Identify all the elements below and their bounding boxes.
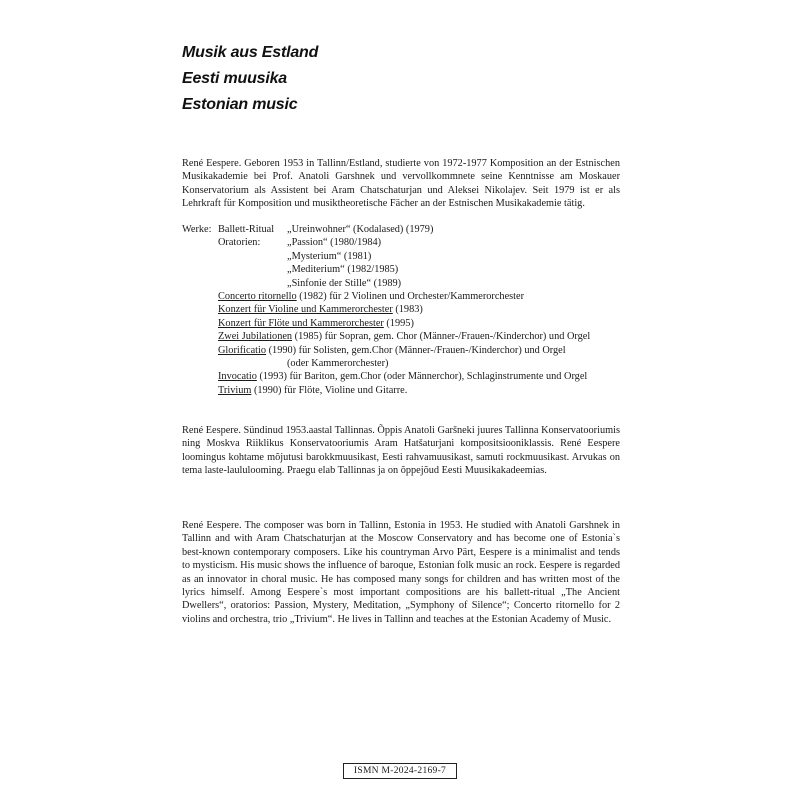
works-row-ballet [182, 223, 620, 236]
works-row [182, 370, 620, 383]
work-details: (1982) für 2 Violinen und Orchester/Kammerorchester [296, 290, 525, 302]
estonian-biography [182, 424, 620, 478]
works-row [182, 290, 620, 303]
work-title: Zwei Jubilationen [218, 331, 293, 343]
works-row-oratorio [182, 236, 620, 249]
german-biography [182, 157, 620, 211]
english-text: The composer was born in Tallinn, Estonia in 1953. He studied with Anatoli Garshnek in Tallinn and with Aram Chatschaturjan at the Moscow Conservatory and has become one of Estonia`s best-known contemporary composers. Like his countryman Arvo Pärt, Eespere is a minimalist and tends to mysticism. His music shows the influence of baroque, Estonian folk music an rock. Eespere is regarded as an innovator in choral music. He has composed many songs for children and has written most of the lyrics himself. Among Eespere`s most important compositions are his ballett-ritual „The Ancient Dwellers“, oratorios: Passion, Mystery, Meditation, „Symphony of Silence“; Concerto ritornello for 2 violins and orchestra, trio „Trivium“. He lives in Tallinn and teaches at the Estonian Academy of Music. [182, 520, 620, 625]
work-title: Concerto ritornello [218, 290, 297, 302]
oratorio-item: „Mediterium“ (1982/1985) [287, 264, 399, 276]
estonian-text: Sündinud 1953.aastal Tallinnas. Õppis Anatoli Garšneki juures Tallinna Konservatooriumis ning Moskva Riiklikus Konservatooriumis Aram Hatšaturjani kompositsiooniklassis. René Eespere loomingus kohtame mõjutusi barokkmuusikast, Eesti rahvamuusikast, samuti rockmuusikast. Arvukas on tema laste-laululooming. Praegu elab Tallinnas ja on õppejõud Eesti Muusikakadeemias. [182, 425, 621, 477]
oratorio-item: „Mysterium“ (1981) [287, 250, 372, 262]
works-row [182, 384, 620, 397]
oratorio-item: „Sinfonie der Stille“ (1989) [287, 277, 402, 289]
works-row-oratorio [182, 250, 620, 263]
work-details: (1995) [383, 317, 414, 329]
title-block [182, 40, 318, 118]
heading-english: Estonian music [182, 96, 298, 113]
heading-german: Musik aus Estland [182, 44, 319, 61]
works-row [182, 317, 620, 330]
work-title: Invocatio [218, 371, 257, 383]
works-list [182, 223, 620, 397]
work-details: (oder Kammerorchester) [287, 357, 389, 369]
work-details: (1983) [392, 304, 423, 316]
german-text: Geboren 1953 in Tallinn/Estland, studierte von 1972-1977 Komposition an der Estnischen Musikakademie bei Prof. Anatoli Garshnek und vervollkommnete seine Kenntnisse am Moskauer Konservatorium als Assistent bei Aram Chatschaturjan und Aleksei Nikolajev. Seit 1979 ist er als Lehrkraft für Komposition und musiktheoretische Fächer an der Estnischen Musikakademie tätig. [182, 158, 620, 210]
english-biography [182, 519, 620, 626]
works-row-oratorio [182, 263, 620, 276]
work-details: (1985) für Sopran, gem. Chor (Männer-/Frauen-/Kinderchor) und Orgel [292, 331, 591, 343]
work-details: (1990) für Flöte, Violine und Gitarre. [251, 384, 408, 396]
oratorien-label: Oratorien: [218, 237, 261, 249]
work-title: Trivium [218, 384, 252, 396]
work-title: Glorificatio [218, 344, 267, 356]
work-details: (1993) für Bariton, gem.Chor (oder Männerchor), Schlaginstrumente und Orgel [256, 371, 588, 383]
heading-estonian: Eesti muusika [182, 70, 288, 87]
works-row [182, 330, 620, 343]
works-row-continued [182, 357, 620, 370]
work-details: (1990) für Solisten, gem.Chor (Männer-/Frauen-/Kinderchor) und Orgel [266, 344, 566, 356]
composer-name: René Eespere. [182, 520, 242, 531]
works-row-oratorio [182, 277, 620, 290]
works-label: Werke: [182, 224, 212, 235]
work-title: Konzert für Violine und Kammerorchester [218, 304, 393, 316]
composer-name: René Eespere. [182, 425, 241, 436]
ballet-label: Ballett-Ritual [218, 224, 275, 235]
works-row [182, 344, 620, 357]
oratorio-item: „Passion“ (1980/1984) [287, 237, 382, 249]
ballet-title: „Ureinwohner“ (Kodalased) (1979) [287, 224, 434, 235]
ismn-box: ISMN M-2024-2169-7 [343, 763, 457, 779]
works-row [182, 303, 620, 316]
composer-name: René Eespere. [182, 158, 242, 169]
work-title: Konzert für Flöte und Kammerorchester [218, 317, 384, 329]
